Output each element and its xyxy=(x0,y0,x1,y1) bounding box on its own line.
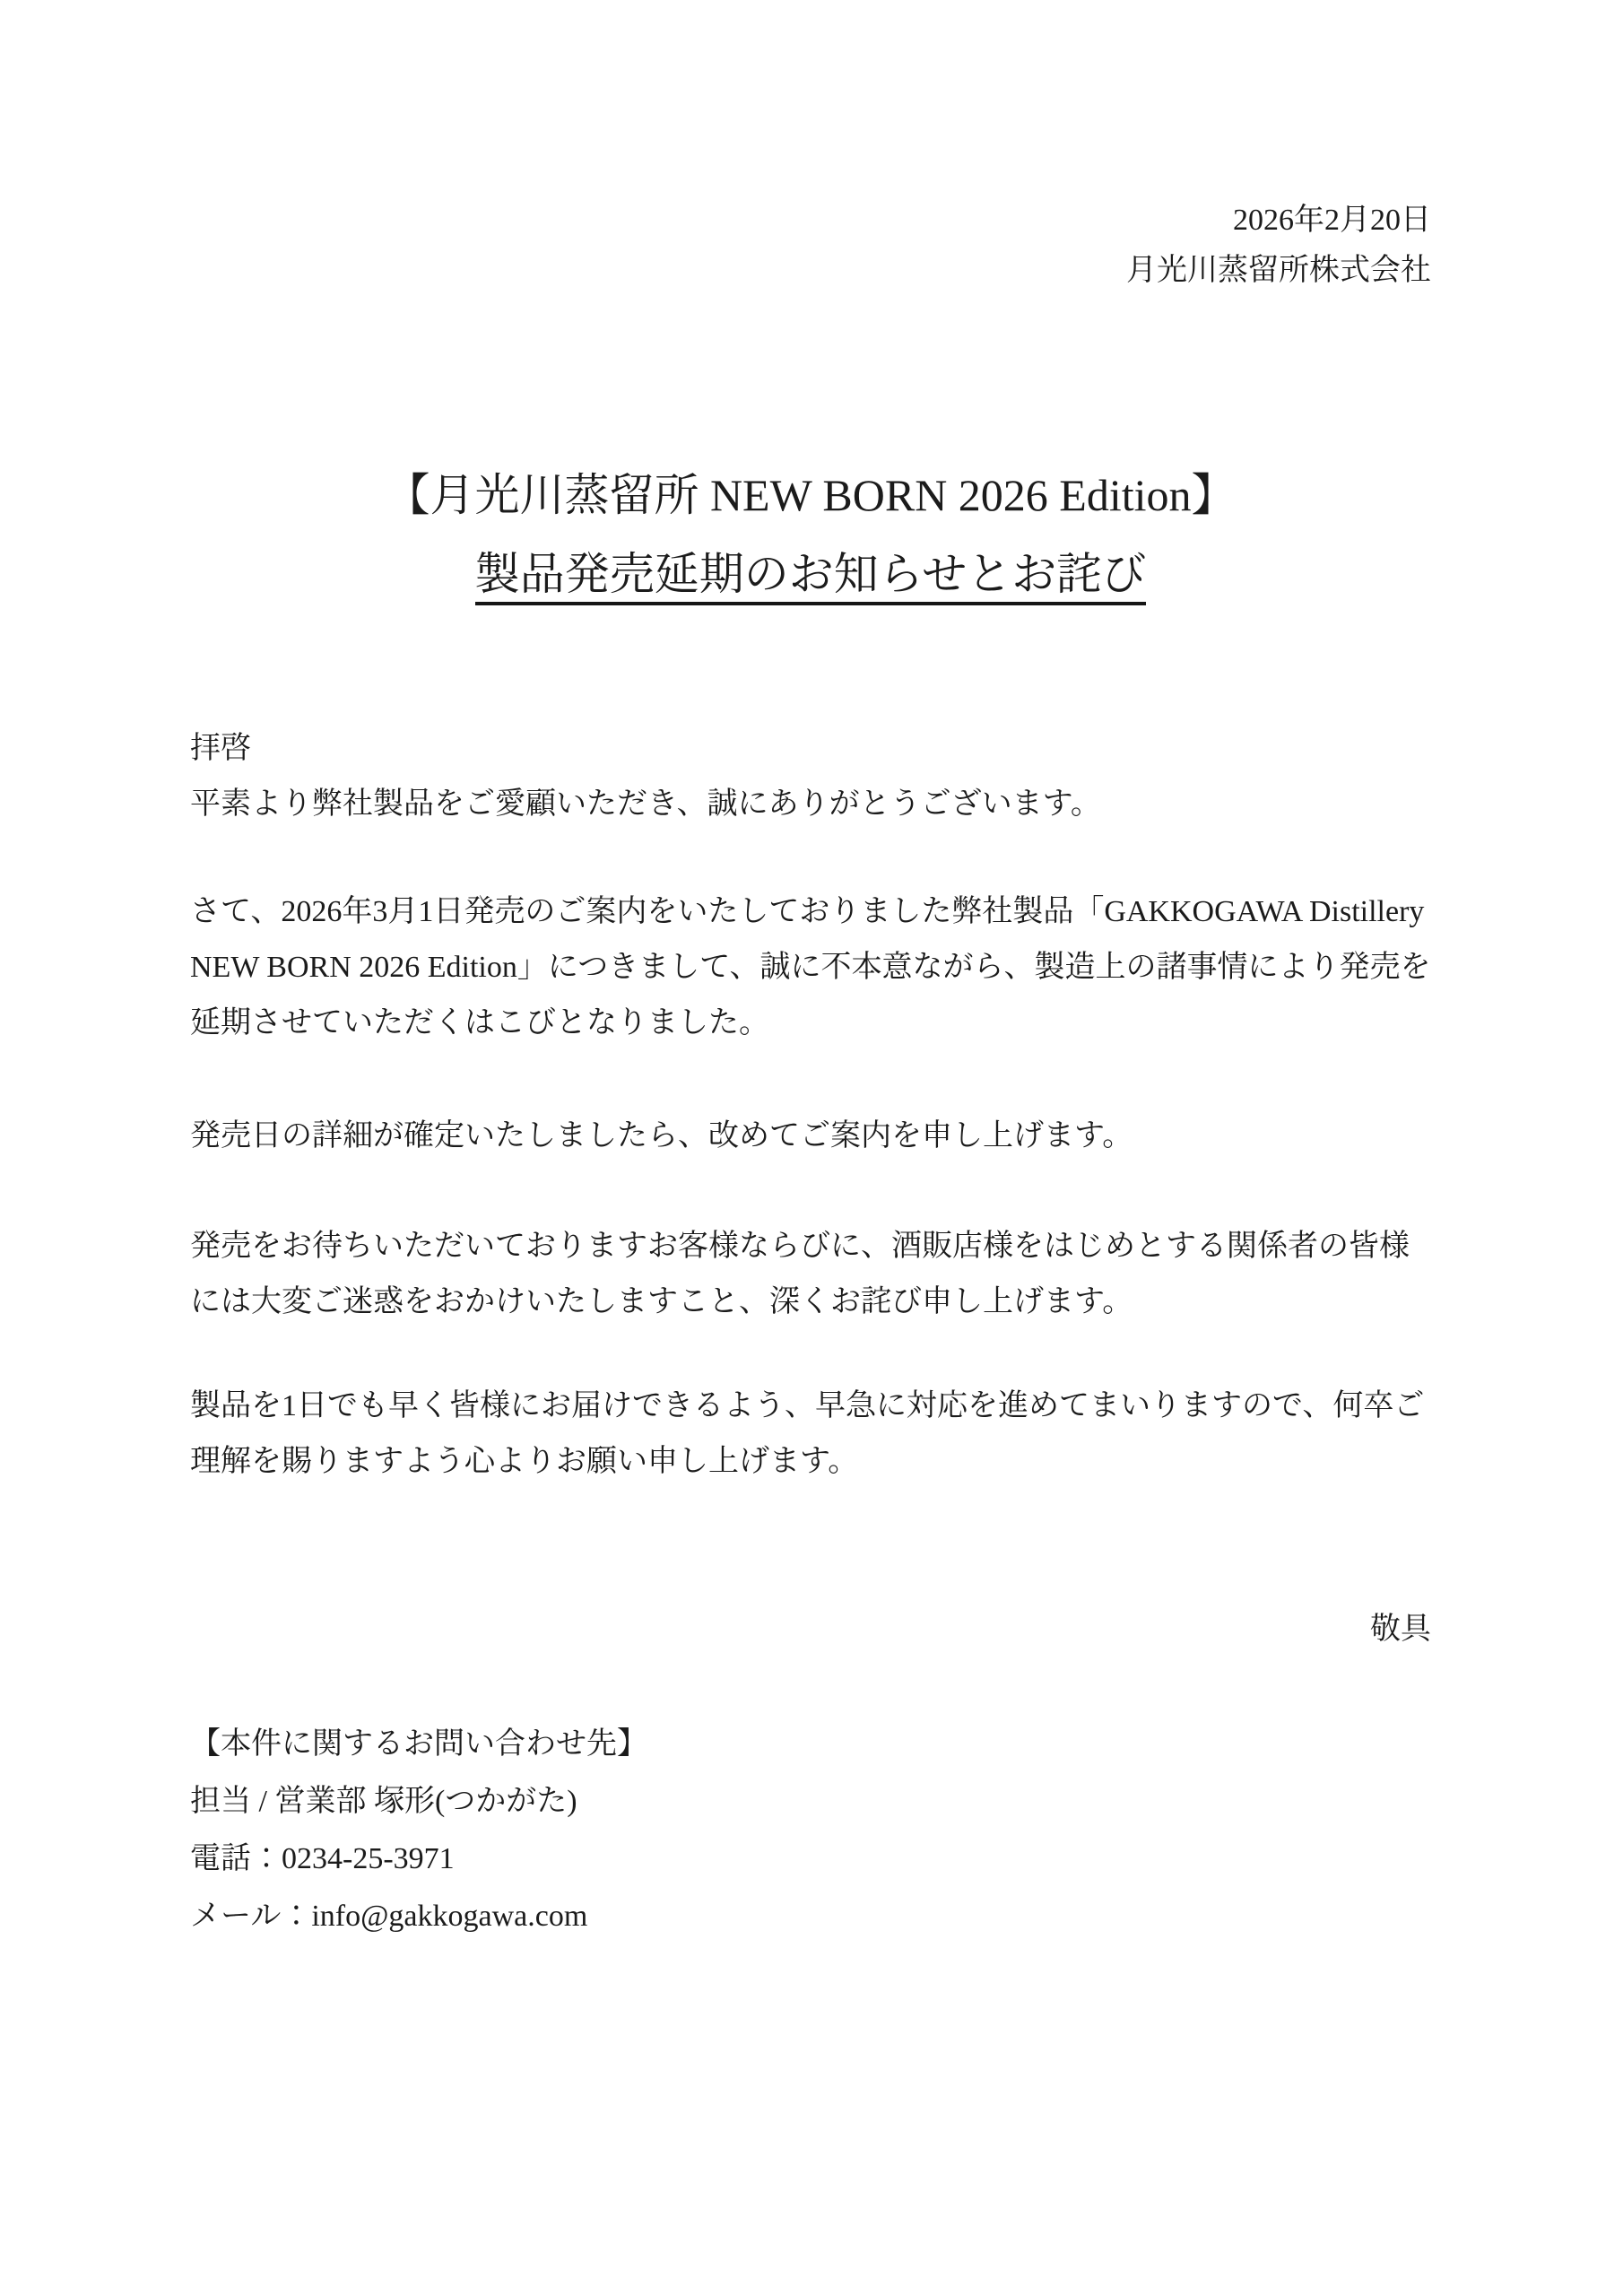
greeting-block xyxy=(190,721,1431,832)
document-title-line1: 【月光川蒸留所 NEW BORN 2026 Edition】 xyxy=(385,470,1237,520)
closing-word: 敬具 xyxy=(1370,1613,1431,1646)
letter-date: 2026年2月20日 xyxy=(1233,204,1431,237)
contact-heading: 【本件に関するお問い合わせ先】 xyxy=(190,1727,647,1761)
greeting-sentence: 平素より弊社製品をご愛顧いただき、誠にありがとうございます。 xyxy=(190,787,1101,821)
contact-block xyxy=(190,1716,1431,1945)
contact-phone: 電話：0234-25-3971 xyxy=(190,1842,455,1875)
body-paragraph-1: さて、2026年3月1日発売のご案内をいたしておりました弊社製品「GAKKOGAWA Distillery NEW BORN 2026 Edition」につきまして、誠に不本意ながら、製造上の諸事情により発売を延期させていただくはこびとなりました。 xyxy=(190,895,1431,1039)
body-paragraph-3: 発売をお待ちいただいておりますお客様ならびに、酒販店様をはじめとする関係者の皆様には大変ご迷惑をおかけいたしますこと、深くお詫び申し上げます。 xyxy=(190,1230,1410,1318)
document-title-line2 xyxy=(190,543,1431,605)
salutation: 拝啓 xyxy=(190,732,251,765)
contact-email: メール：info@gakkogawa.com xyxy=(190,1900,588,1933)
sender-company: 月光川蒸留所株式会社 xyxy=(1126,254,1431,287)
body-paragraph-2: 発売日の詳細が確定いたしましたら、改めてご案内を申し上げます。 xyxy=(190,1119,1133,1152)
document-subtitle-underlined: 製品発売延期のお知らせとお詫び xyxy=(475,548,1147,605)
sender-block xyxy=(190,196,1431,296)
letter-content xyxy=(190,196,1431,1945)
body-paragraph-4: 製品を1日でも早く皆様にお届けできるよう、早急に対応を進めてまいりますので、何卒ご理解を賜りますよう心よりお願い申し上げます。 xyxy=(190,1389,1425,1478)
contact-person: 担当 / 営業部 塚形(つかがた) xyxy=(190,1785,577,1818)
